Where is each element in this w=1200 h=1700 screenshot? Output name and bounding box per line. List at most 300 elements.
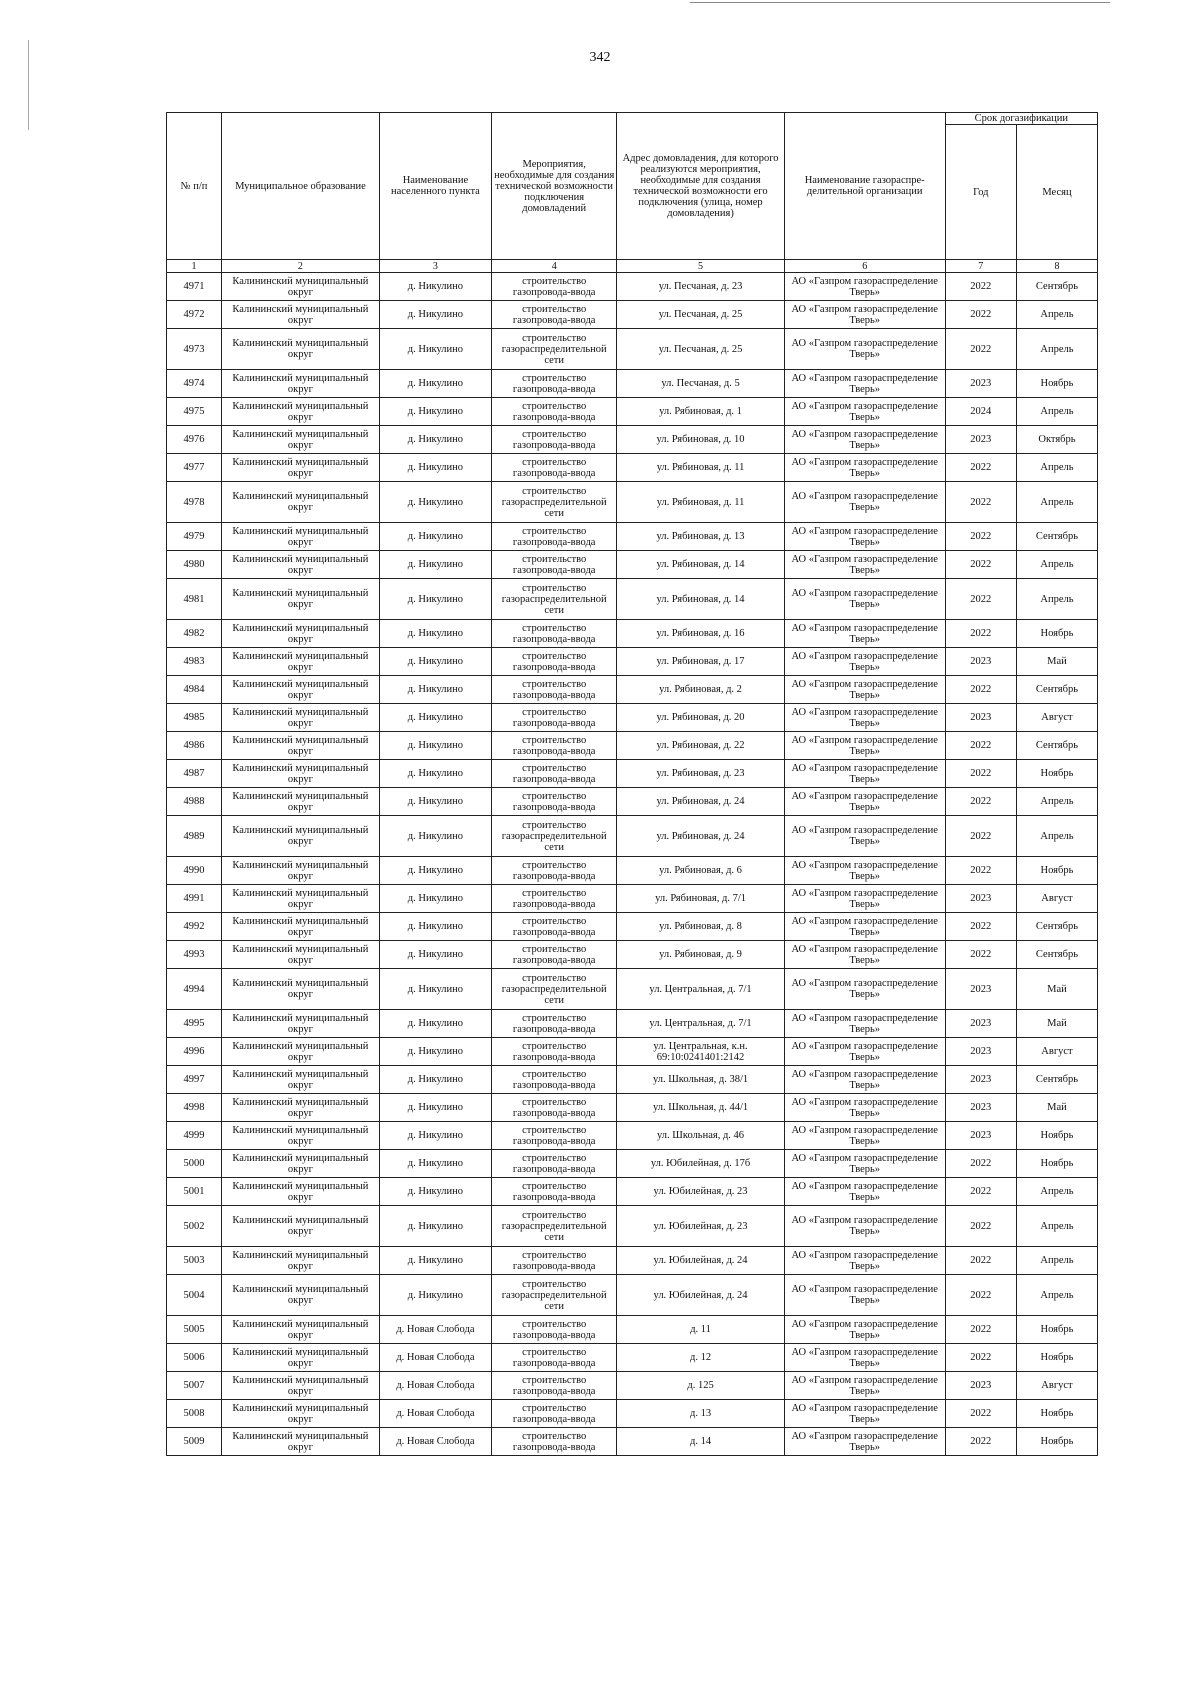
cell-month: Октябрь (1016, 426, 1097, 454)
cell-organization: АО «Газпром газораспределение Тверь» (784, 788, 945, 816)
cell-organization: АО «Газпром газораспределение Тверь» (784, 1094, 945, 1122)
cell-settlement: д. Никулино (379, 523, 491, 551)
cell-municipality: Калининский муниципальный округ (222, 301, 380, 329)
cell-address: ул. Рябиновая, д. 23 (617, 760, 784, 788)
cell-measure: строительство газопровода-ввода (492, 454, 617, 482)
cell-address: ул. Рябиновая, д. 14 (617, 579, 784, 620)
cell-address: ул. Рябиновая, д. 8 (617, 913, 784, 941)
cell-measure: строительство газопровода-ввода (492, 1344, 617, 1372)
table-row (167, 426, 1098, 454)
header-organization: Наименование газораспре-делительной организации (784, 113, 945, 260)
table-row (167, 620, 1098, 648)
cell-year: 2023 (945, 370, 1016, 398)
cell-organization: АО «Газпром газораспределение Тверь» (784, 1206, 945, 1247)
table-row (167, 273, 1098, 301)
cell-settlement: д. Никулино (379, 1010, 491, 1038)
cell-month: Апрель (1016, 816, 1097, 857)
cell-month: Ноябрь (1016, 620, 1097, 648)
cell-number: 4996 (167, 1038, 222, 1066)
column-number: 1 (167, 260, 222, 273)
cell-year: 2023 (945, 648, 1016, 676)
cell-month: Август (1016, 1372, 1097, 1400)
cell-settlement: д. Никулино (379, 788, 491, 816)
cell-number: 4992 (167, 913, 222, 941)
cell-year: 2022 (945, 454, 1016, 482)
cell-settlement: д. Никулино (379, 370, 491, 398)
cell-settlement: д. Никулино (379, 1122, 491, 1150)
cell-measure: строительство газопровода-ввода (492, 676, 617, 704)
column-number: 7 (945, 260, 1016, 273)
cell-municipality: Калининский муниципальный округ (222, 1150, 380, 1178)
cell-measure: строительство газопровода-ввода (492, 426, 617, 454)
cell-address: ул. Центральная, д. 7/1 (617, 969, 784, 1010)
table-row (167, 1344, 1098, 1372)
cell-organization: АО «Газпром газораспределение Тверь» (784, 301, 945, 329)
cell-settlement: д. Никулино (379, 454, 491, 482)
cell-settlement: д. Никулино (379, 1247, 491, 1275)
table-row (167, 1066, 1098, 1094)
cell-measure: строительство газопровода-ввода (492, 1247, 617, 1275)
table-row (167, 969, 1098, 1010)
cell-year: 2022 (945, 788, 1016, 816)
cell-year: 2022 (945, 620, 1016, 648)
cell-year: 2022 (945, 913, 1016, 941)
cell-address: ул. Рябиновая, д. 6 (617, 857, 784, 885)
cell-address: ул. Юбилейная, д. 23 (617, 1206, 784, 1247)
cell-settlement: д. Никулино (379, 648, 491, 676)
table-row (167, 676, 1098, 704)
cell-month: Ноябрь (1016, 857, 1097, 885)
cell-month: Апрель (1016, 1275, 1097, 1316)
cell-measure: строительство газопровода-ввода (492, 1178, 617, 1206)
cell-organization: АО «Газпром газораспределение Тверь» (784, 398, 945, 426)
cell-number: 4976 (167, 426, 222, 454)
cell-organization: АО «Газпром газораспределение Тверь» (784, 941, 945, 969)
cell-address: ул. Рябиновая, д. 9 (617, 941, 784, 969)
cell-measure: строительство газопровода-ввода (492, 1122, 617, 1150)
cell-year: 2023 (945, 1372, 1016, 1400)
table-row (167, 1150, 1098, 1178)
header-month: Месяц (1016, 125, 1097, 260)
cell-month: Май (1016, 1010, 1097, 1038)
table-row (167, 301, 1098, 329)
cell-year: 2022 (945, 301, 1016, 329)
cell-month: Май (1016, 1094, 1097, 1122)
cell-settlement: д. Никулино (379, 1150, 491, 1178)
cell-organization: АО «Газпром газораспределение Тверь» (784, 1428, 945, 1456)
cell-organization: АО «Газпром газораспределение Тверь» (784, 1247, 945, 1275)
cell-settlement: д. Никулино (379, 885, 491, 913)
cell-measure: строительство газопровода-ввода (492, 1316, 617, 1344)
table-row (167, 816, 1098, 857)
cell-number: 4987 (167, 760, 222, 788)
cell-organization: АО «Газпром газораспределение Тверь» (784, 648, 945, 676)
cell-settlement: д. Никулино (379, 482, 491, 523)
cell-month: Май (1016, 969, 1097, 1010)
cell-year: 2022 (945, 1275, 1016, 1316)
cell-number: 4971 (167, 273, 222, 301)
cell-number: 4978 (167, 482, 222, 523)
cell-year: 2022 (945, 732, 1016, 760)
cell-settlement: д. Никулино (379, 816, 491, 857)
cell-number: 5006 (167, 1344, 222, 1372)
cell-settlement: д. Никулино (379, 1066, 491, 1094)
cell-measure: строительство газопровода-ввода (492, 523, 617, 551)
cell-organization: АО «Газпром газораспределение Тверь» (784, 1150, 945, 1178)
cell-municipality: Калининский муниципальный округ (222, 885, 380, 913)
table-row (167, 648, 1098, 676)
cell-address: ул. Школьная, д. 44/1 (617, 1094, 784, 1122)
cell-month: Август (1016, 1038, 1097, 1066)
cell-number: 5003 (167, 1247, 222, 1275)
cell-organization: АО «Газпром газораспределение Тверь» (784, 1066, 945, 1094)
cell-organization: АО «Газпром газораспределение Тверь» (784, 857, 945, 885)
cell-organization: АО «Газпром газораспределение Тверь» (784, 370, 945, 398)
cell-organization: АО «Газпром газораспределение Тверь» (784, 1372, 945, 1400)
cell-number: 5007 (167, 1372, 222, 1400)
cell-month: Апрель (1016, 1206, 1097, 1247)
cell-settlement: д. Никулино (379, 704, 491, 732)
cell-address: ул. Рябиновая, д. 7/1 (617, 885, 784, 913)
cell-settlement: д. Никулино (379, 1038, 491, 1066)
cell-year: 2022 (945, 482, 1016, 523)
cell-number: 4989 (167, 816, 222, 857)
cell-number: 4986 (167, 732, 222, 760)
cell-measure: строительство газопровода-ввода (492, 551, 617, 579)
cell-month: Сентябрь (1016, 523, 1097, 551)
cell-measure: строительство газопровода-ввода (492, 788, 617, 816)
cell-municipality: Калининский муниципальный округ (222, 760, 380, 788)
cell-measure: строительство газопровода-ввода (492, 620, 617, 648)
header-measures: Мероприятия, необходимые для создания технической возможности подключения домовладений (492, 113, 617, 260)
cell-month: Апрель (1016, 329, 1097, 370)
top-scan-rule (690, 2, 1110, 3)
cell-measure: строительство газораспределительной сети (492, 579, 617, 620)
cell-organization: АО «Газпром газораспределение Тверь» (784, 482, 945, 523)
gasification-table (166, 112, 1098, 1456)
cell-organization: АО «Газпром газораспределение Тверь» (784, 1038, 945, 1066)
cell-month: Апрель (1016, 482, 1097, 523)
cell-address: ул. Школьная, д. 38/1 (617, 1066, 784, 1094)
cell-organization: АО «Газпром газораспределение Тверь» (784, 273, 945, 301)
table-row (167, 1275, 1098, 1316)
cell-measure: строительство газопровода-ввода (492, 301, 617, 329)
table-row (167, 1316, 1098, 1344)
cell-address: ул. Песчаная, д. 25 (617, 301, 784, 329)
cell-address: ул. Юбилейная, д. 17б (617, 1150, 784, 1178)
cell-settlement: д. Никулино (379, 426, 491, 454)
cell-number: 4988 (167, 788, 222, 816)
cell-year: 2022 (945, 1150, 1016, 1178)
table-row (167, 760, 1098, 788)
cell-settlement: д. Никулино (379, 301, 491, 329)
cell-municipality: Калининский муниципальный округ (222, 426, 380, 454)
cell-address: ул. Рябиновая, д. 22 (617, 732, 784, 760)
cell-settlement: д. Никулино (379, 329, 491, 370)
cell-number: 4974 (167, 370, 222, 398)
cell-municipality: Калининский муниципальный округ (222, 1066, 380, 1094)
cell-measure: строительство газопровода-ввода (492, 648, 617, 676)
cell-number: 5008 (167, 1400, 222, 1428)
table-row (167, 1178, 1098, 1206)
cell-month: Ноябрь (1016, 1344, 1097, 1372)
cell-address: ул. Школьная, д. 46 (617, 1122, 784, 1150)
cell-municipality: Калининский муниципальный округ (222, 1247, 380, 1275)
cell-measure: строительство газораспределительной сети (492, 482, 617, 523)
cell-municipality: Калининский муниципальный округ (222, 1275, 380, 1316)
cell-address: ул. Рябиновая, д. 10 (617, 426, 784, 454)
cell-organization: АО «Газпром газораспределение Тверь» (784, 579, 945, 620)
cell-municipality: Калининский муниципальный округ (222, 620, 380, 648)
cell-number: 4973 (167, 329, 222, 370)
cell-number: 4997 (167, 1066, 222, 1094)
cell-organization: АО «Газпром газораспределение Тверь» (784, 760, 945, 788)
cell-organization: АО «Газпром газораспределение Тверь» (784, 1316, 945, 1344)
cell-municipality: Калининский муниципальный округ (222, 648, 380, 676)
cell-municipality: Калининский муниципальный округ (222, 704, 380, 732)
cell-year: 2023 (945, 885, 1016, 913)
cell-municipality: Калининский муниципальный округ (222, 732, 380, 760)
cell-month: Сентябрь (1016, 273, 1097, 301)
table-row (167, 1400, 1098, 1428)
table-row (167, 1010, 1098, 1038)
cell-municipality: Калининский муниципальный округ (222, 788, 380, 816)
cell-month: Сентябрь (1016, 941, 1097, 969)
cell-year: 2022 (945, 551, 1016, 579)
cell-month: Апрель (1016, 1178, 1097, 1206)
cell-year: 2022 (945, 329, 1016, 370)
table-row (167, 482, 1098, 523)
cell-address: ул. Рябиновая, д. 13 (617, 523, 784, 551)
cell-address: ул. Центральная, к.н. 69:10:0241401:2142 (617, 1038, 784, 1066)
cell-municipality: Калининский муниципальный округ (222, 857, 380, 885)
column-number: 3 (379, 260, 491, 273)
column-numbers-row (167, 260, 1098, 273)
table-body (167, 273, 1098, 1456)
cell-month: Ноябрь (1016, 370, 1097, 398)
cell-settlement: д. Новая Слобода (379, 1372, 491, 1400)
table-row (167, 857, 1098, 885)
cell-year: 2022 (945, 857, 1016, 885)
cell-month: Апрель (1016, 1247, 1097, 1275)
cell-municipality: Калининский муниципальный округ (222, 1372, 380, 1400)
cell-address: д. 14 (617, 1428, 784, 1456)
cell-settlement: д. Никулино (379, 1094, 491, 1122)
cell-settlement: д. Никулино (379, 579, 491, 620)
cell-settlement: д. Никулино (379, 857, 491, 885)
cell-number: 4975 (167, 398, 222, 426)
cell-measure: строительство газораспределительной сети (492, 329, 617, 370)
cell-number: 4994 (167, 969, 222, 1010)
cell-month: Апрель (1016, 398, 1097, 426)
cell-number: 4985 (167, 704, 222, 732)
cell-month: Сентябрь (1016, 1066, 1097, 1094)
cell-settlement: д. Никулино (379, 1178, 491, 1206)
cell-number: 5002 (167, 1206, 222, 1247)
cell-number: 5009 (167, 1428, 222, 1456)
cell-year: 2022 (945, 1344, 1016, 1372)
cell-municipality: Калининский муниципальный округ (222, 1122, 380, 1150)
table-row (167, 329, 1098, 370)
cell-year: 2022 (945, 1316, 1016, 1344)
cell-number: 5001 (167, 1178, 222, 1206)
cell-month: Ноябрь (1016, 760, 1097, 788)
cell-organization: АО «Газпром газораспределение Тверь» (784, 1400, 945, 1428)
column-number: 8 (1016, 260, 1097, 273)
cell-settlement: д. Никулино (379, 969, 491, 1010)
cell-year: 2022 (945, 1400, 1016, 1428)
cell-measure: строительство газопровода-ввода (492, 273, 617, 301)
cell-address: д. 11 (617, 1316, 784, 1344)
cell-year: 2023 (945, 1094, 1016, 1122)
cell-year: 2023 (945, 1066, 1016, 1094)
table-row (167, 1247, 1098, 1275)
cell-organization: АО «Газпром газораспределение Тверь» (784, 1344, 945, 1372)
table-row (167, 398, 1098, 426)
cell-address: ул. Рябиновая, д. 17 (617, 648, 784, 676)
cell-measure: строительство газопровода-ввода (492, 941, 617, 969)
cell-organization: АО «Газпром газораспределение Тверь» (784, 551, 945, 579)
cell-month: Август (1016, 885, 1097, 913)
cell-municipality: Калининский муниципальный округ (222, 579, 380, 620)
cell-measure: строительство газораспределительной сети (492, 969, 617, 1010)
table-row (167, 1038, 1098, 1066)
cell-municipality: Калининский муниципальный округ (222, 1038, 380, 1066)
cell-month: Ноябрь (1016, 1400, 1097, 1428)
cell-month: Сентябрь (1016, 732, 1097, 760)
table-row (167, 523, 1098, 551)
cell-measure: строительство газопровода-ввода (492, 1400, 617, 1428)
table-row (167, 1122, 1098, 1150)
cell-municipality: Калининский муниципальный округ (222, 1094, 380, 1122)
cell-measure: строительство газопровода-ввода (492, 732, 617, 760)
cell-measure: строительство газопровода-ввода (492, 1010, 617, 1038)
cell-address: ул. Рябиновая, д. 2 (617, 676, 784, 704)
cell-settlement: д. Никулино (379, 398, 491, 426)
cell-number: 4980 (167, 551, 222, 579)
table-header (167, 113, 1098, 273)
cell-measure: строительство газораспределительной сети (492, 816, 617, 857)
cell-month: Ноябрь (1016, 1122, 1097, 1150)
cell-year: 2022 (945, 941, 1016, 969)
cell-address: ул. Песчаная, д. 5 (617, 370, 784, 398)
cell-address: ул. Юбилейная, д. 24 (617, 1247, 784, 1275)
cell-number: 4972 (167, 301, 222, 329)
cell-year: 2022 (945, 1178, 1016, 1206)
cell-organization: АО «Газпром газораспределение Тверь» (784, 704, 945, 732)
cell-settlement: д. Никулино (379, 620, 491, 648)
cell-organization: АО «Газпром газораспределение Тверь» (784, 620, 945, 648)
cell-month: Апрель (1016, 788, 1097, 816)
cell-number: 4977 (167, 454, 222, 482)
cell-municipality: Калининский муниципальный округ (222, 273, 380, 301)
cell-settlement: д. Никулино (379, 1275, 491, 1316)
cell-settlement: д. Новая Слобода (379, 1316, 491, 1344)
table-row (167, 732, 1098, 760)
cell-municipality: Калининский муниципальный округ (222, 1400, 380, 1428)
cell-measure: строительство газопровода-ввода (492, 1066, 617, 1094)
cell-municipality: Калининский муниципальный округ (222, 398, 380, 426)
cell-measure: строительство газопровода-ввода (492, 913, 617, 941)
cell-year: 2022 (945, 273, 1016, 301)
cell-measure: строительство газораспределительной сети (492, 1206, 617, 1247)
cell-year: 2023 (945, 1010, 1016, 1038)
cell-municipality: Калининский муниципальный округ (222, 816, 380, 857)
cell-number: 4981 (167, 579, 222, 620)
cell-organization: АО «Газпром газораспределение Тверь» (784, 454, 945, 482)
cell-municipality: Калининский муниципальный округ (222, 1316, 380, 1344)
cell-year: 2022 (945, 579, 1016, 620)
cell-settlement: д. Никулино (379, 913, 491, 941)
cell-month: Апрель (1016, 301, 1097, 329)
cell-municipality: Калининский муниципальный округ (222, 913, 380, 941)
header-deadline: Срок догазификации (945, 113, 1097, 125)
cell-organization: АО «Газпром газораспределение Тверь» (784, 1010, 945, 1038)
cell-address: ул. Юбилейная, д. 24 (617, 1275, 784, 1316)
cell-address: ул. Песчаная, д. 25 (617, 329, 784, 370)
cell-address: ул. Рябиновая, д. 1 (617, 398, 784, 426)
cell-month: Сентябрь (1016, 676, 1097, 704)
cell-number: 4979 (167, 523, 222, 551)
cell-year: 2023 (945, 1122, 1016, 1150)
cell-year: 2023 (945, 704, 1016, 732)
cell-organization: АО «Газпром газораспределение Тверь» (784, 329, 945, 370)
cell-organization: АО «Газпром газораспределение Тверь» (784, 969, 945, 1010)
cell-organization: АО «Газпром газораспределение Тверь» (784, 676, 945, 704)
header-settlement: Наименование населенного пункта (379, 113, 491, 260)
cell-settlement: д. Никулино (379, 273, 491, 301)
cell-measure: строительство газораспределительной сети (492, 1275, 617, 1316)
cell-organization: АО «Газпром газораспределение Тверь» (784, 885, 945, 913)
table-row (167, 1206, 1098, 1247)
cell-municipality: Калининский муниципальный округ (222, 1178, 380, 1206)
cell-month: Ноябрь (1016, 1316, 1097, 1344)
cell-settlement: д. Новая Слобода (379, 1400, 491, 1428)
cell-year: 2022 (945, 1428, 1016, 1456)
cell-month: Ноябрь (1016, 1150, 1097, 1178)
cell-month: Май (1016, 648, 1097, 676)
cell-municipality: Калининский муниципальный округ (222, 370, 380, 398)
cell-organization: АО «Газпром газораспределение Тверь» (784, 816, 945, 857)
cell-number: 4999 (167, 1122, 222, 1150)
cell-measure: строительство газопровода-ввода (492, 1372, 617, 1400)
table-row (167, 370, 1098, 398)
cell-number: 5000 (167, 1150, 222, 1178)
cell-settlement: д. Никулино (379, 1206, 491, 1247)
column-number: 4 (492, 260, 617, 273)
table-row (167, 454, 1098, 482)
cell-month: Август (1016, 704, 1097, 732)
cell-municipality: Калининский муниципальный округ (222, 969, 380, 1010)
cell-municipality: Калининский муниципальный округ (222, 1344, 380, 1372)
cell-organization: АО «Газпром газораспределение Тверь» (784, 1275, 945, 1316)
cell-settlement: д. Никулино (379, 551, 491, 579)
cell-address: ул. Рябиновая, д. 20 (617, 704, 784, 732)
table-row (167, 941, 1098, 969)
cell-organization: АО «Газпром газораспределение Тверь» (784, 1122, 945, 1150)
table-row (167, 788, 1098, 816)
cell-month: Апрель (1016, 454, 1097, 482)
cell-organization: АО «Газпром газораспределение Тверь» (784, 1178, 945, 1206)
cell-year: 2024 (945, 398, 1016, 426)
cell-measure: строительство газопровода-ввода (492, 885, 617, 913)
cell-municipality: Калининский муниципальный округ (222, 1010, 380, 1038)
cell-year: 2022 (945, 676, 1016, 704)
cell-year: 2023 (945, 1038, 1016, 1066)
cell-municipality: Калининский муниципальный округ (222, 941, 380, 969)
cell-number: 4982 (167, 620, 222, 648)
cell-year: 2022 (945, 760, 1016, 788)
